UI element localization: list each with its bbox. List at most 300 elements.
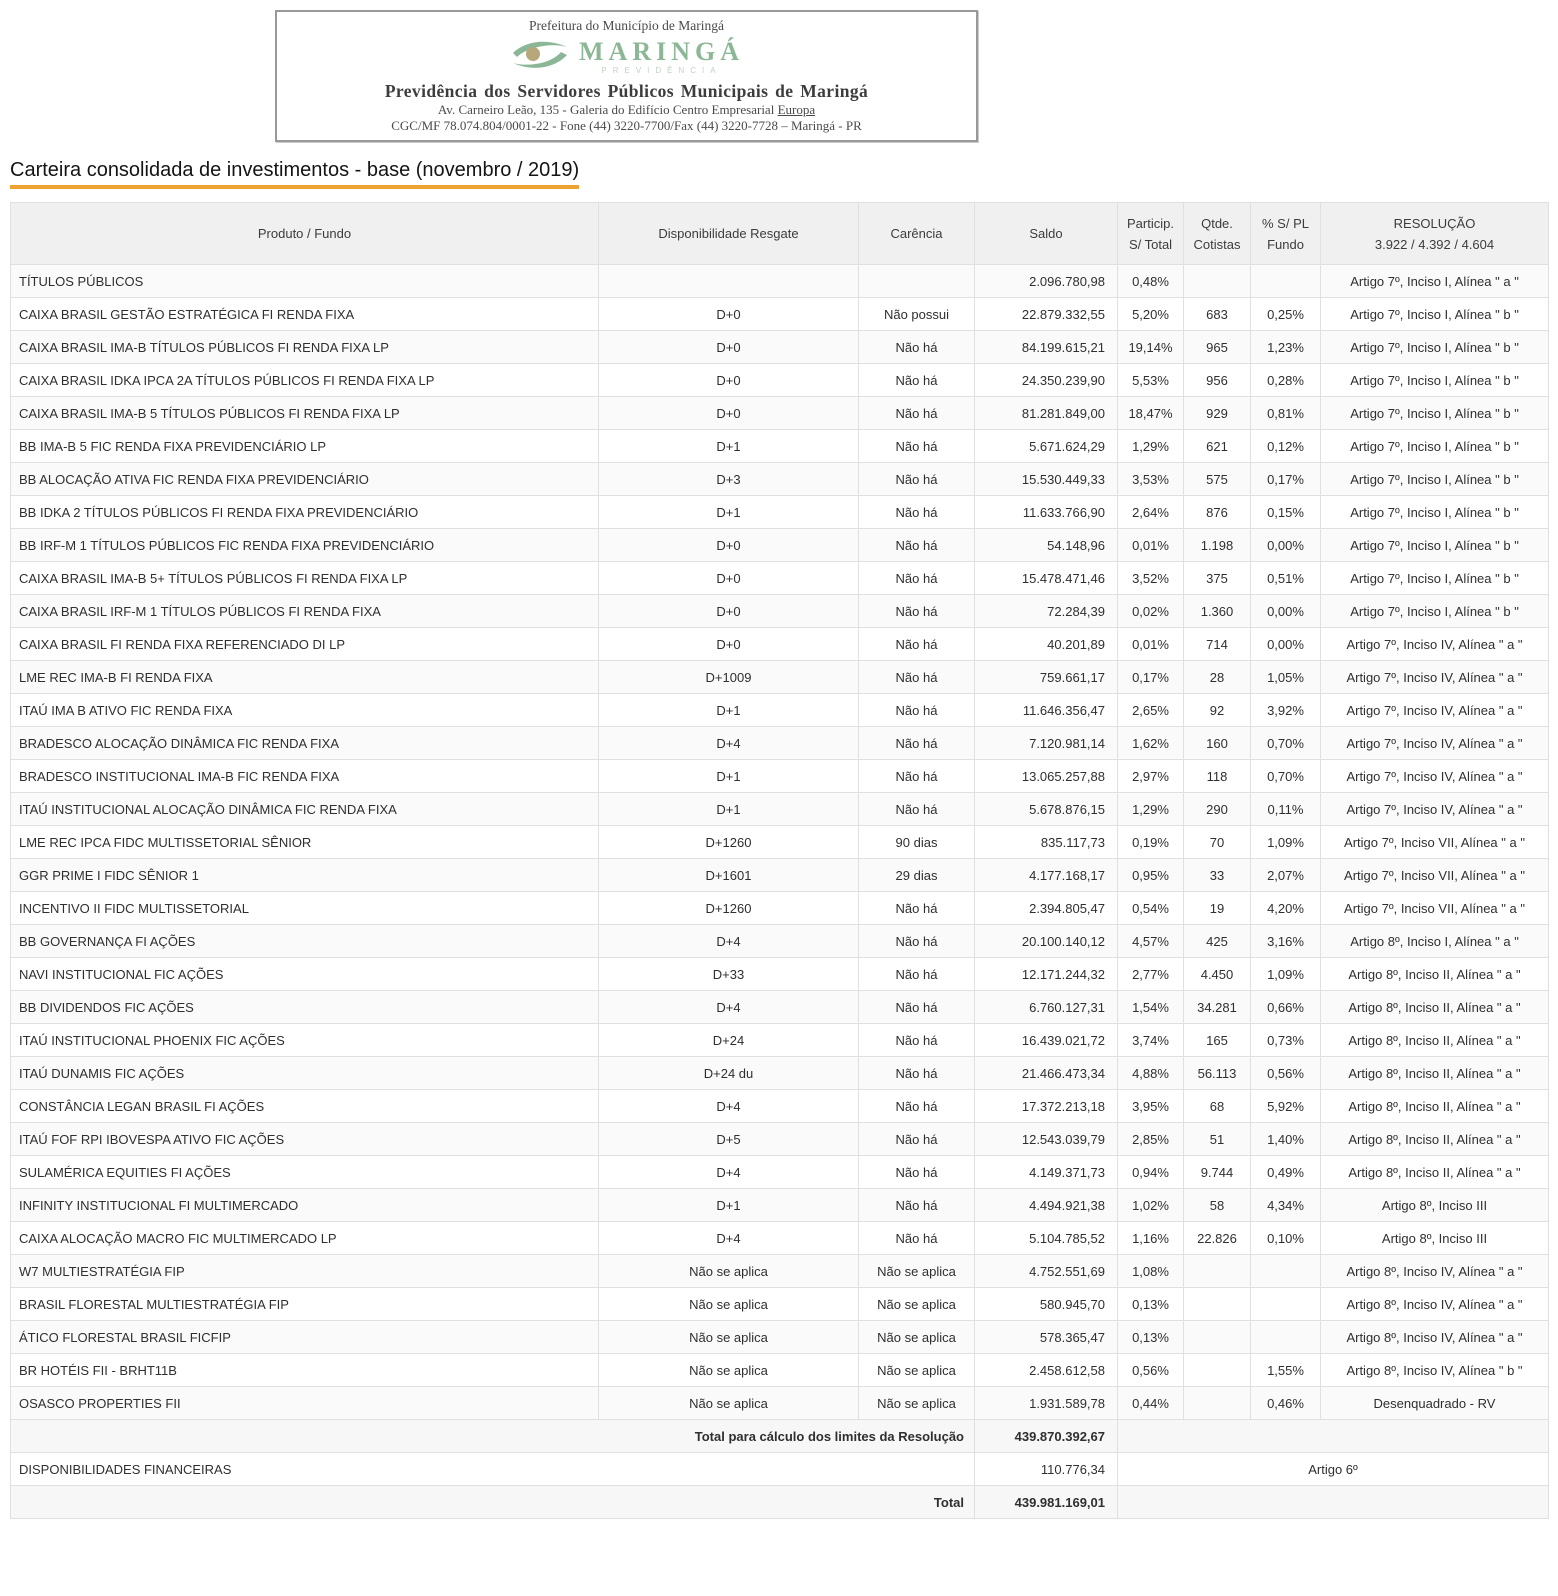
col-header-particip-s-total: Particip. S/ Total xyxy=(1118,203,1184,265)
cell-pl: 3,92% xyxy=(1251,694,1321,727)
cell-saldo: 2.458.612,58 xyxy=(975,1354,1118,1387)
table-row xyxy=(11,430,1549,463)
logo-wordmark xyxy=(579,39,744,75)
cell-produto: BRADESCO ALOCAÇÃO DINÂMICA FIC RENDA FIXA xyxy=(11,727,599,760)
table-row xyxy=(11,1255,1549,1288)
org-address-text: Av. Carneiro Leão, 135 - Galeria do Edifício Centro Empresarial xyxy=(437,102,778,117)
cell-produto: ITAÚ DUNAMIS FIC AÇÕES xyxy=(11,1057,599,1090)
cell-particip: 1,16% xyxy=(1118,1222,1184,1255)
cell-particip: 0,48% xyxy=(1118,265,1184,298)
cell-carencia: Não se aplica xyxy=(859,1321,975,1354)
org-contact-line: CGC/MF 78.074.804/0001-22 - Fone (44) 3220-7700/Fax (44) 3220-7728 – Maringá - PR xyxy=(391,118,862,133)
table-row xyxy=(11,1387,1549,1420)
cell-resgate: Não se aplica xyxy=(599,1288,859,1321)
org-address-underlined: Europa xyxy=(777,102,816,117)
cell-cotistas: 965 xyxy=(1184,331,1251,364)
cell-cotistas: 92 xyxy=(1184,694,1251,727)
table-row xyxy=(11,628,1549,661)
table-row xyxy=(11,397,1549,430)
cell-resgate: D+24 du xyxy=(599,1057,859,1090)
cell-resgate: D+1 xyxy=(599,496,859,529)
cell-particip: 0,56% xyxy=(1118,1354,1184,1387)
cell-resgate: D+24 xyxy=(599,1024,859,1057)
cell-saldo: 2.394.805,47 xyxy=(975,892,1118,925)
cell-carencia: Não há xyxy=(859,595,975,628)
table-row xyxy=(11,826,1549,859)
cell-saldo: 6.760.127,31 xyxy=(975,991,1118,1024)
total-value: 439.981.169,01 xyxy=(975,1486,1118,1519)
maringa-previdencia-logo xyxy=(281,34,972,80)
cell-produto: BRADESCO INSTITUCIONAL IMA-B FIC RENDA FIXA xyxy=(11,760,599,793)
cell-resolucao: Artigo 7º, Inciso I, Alínea " b " xyxy=(1321,595,1549,628)
cell-carencia: Não se aplica xyxy=(859,1387,975,1420)
cell-carencia: 29 dias xyxy=(859,859,975,892)
cell-cotistas: 28 xyxy=(1184,661,1251,694)
cell-resgate: D+1 xyxy=(599,430,859,463)
cell-saldo: 20.100.140,12 xyxy=(975,925,1118,958)
cell-resolucao: Artigo 8º, Inciso III xyxy=(1321,1189,1549,1222)
cell-carencia: Não há xyxy=(859,892,975,925)
logo-title: MARINGÁ xyxy=(579,37,744,66)
footer-empty-cell xyxy=(1118,1420,1549,1453)
cell-pl: 0,73% xyxy=(1251,1024,1321,1057)
table-body xyxy=(11,265,1549,1420)
cell-produto: W7 MULTIESTRATÉGIA FIP xyxy=(11,1255,599,1288)
cell-resolucao: Artigo 8º, Inciso II, Alínea " a " xyxy=(1321,1057,1549,1090)
cell-carencia: Não há xyxy=(859,1024,975,1057)
cell-produto: BRASIL FLORESTAL MULTIESTRATÉGIA FIP xyxy=(11,1288,599,1321)
cell-resolucao: Artigo 8º, Inciso IV, Alínea " a " xyxy=(1321,1255,1549,1288)
cell-resolucao: Artigo 8º, Inciso III xyxy=(1321,1222,1549,1255)
cell-pl: 0,00% xyxy=(1251,628,1321,661)
table-row xyxy=(11,1090,1549,1123)
cell-produto: LME REC IMA-B FI RENDA FIXA xyxy=(11,661,599,694)
cell-saldo: 4.149.371,73 xyxy=(975,1156,1118,1189)
cell-carencia: Não se aplica xyxy=(859,1255,975,1288)
cell-saldo: 11.633.766,90 xyxy=(975,496,1118,529)
cell-saldo: 15.478.471,46 xyxy=(975,562,1118,595)
table-row xyxy=(11,364,1549,397)
cell-resolucao: Artigo 7º, Inciso IV, Alínea " a " xyxy=(1321,661,1549,694)
cell-particip: 0,95% xyxy=(1118,859,1184,892)
cell-particip: 5,53% xyxy=(1118,364,1184,397)
cell-resolucao: Artigo 8º, Inciso IV, Alínea " a " xyxy=(1321,1288,1549,1321)
cell-pl: 0,51% xyxy=(1251,562,1321,595)
cell-carencia: Não há xyxy=(859,991,975,1024)
cell-pl: 0,00% xyxy=(1251,529,1321,562)
cell-carencia: Não possui xyxy=(859,298,975,331)
cell-produto: BB DIVIDENDOS FIC AÇÕES xyxy=(11,991,599,1024)
cell-cotistas xyxy=(1184,1255,1251,1288)
cell-resgate: D+33 xyxy=(599,958,859,991)
cell-saldo: 5.104.785,52 xyxy=(975,1222,1118,1255)
cell-resolucao: Artigo 7º, Inciso IV, Alínea " a " xyxy=(1321,760,1549,793)
cell-carencia: Não há xyxy=(859,1090,975,1123)
cell-particip: 0,01% xyxy=(1118,628,1184,661)
cell-saldo: 4.177.168,17 xyxy=(975,859,1118,892)
cell-cotistas: 1.360 xyxy=(1184,595,1251,628)
cell-resolucao: Artigo 7º, Inciso I, Alínea " b " xyxy=(1321,463,1549,496)
cell-saldo: 7.120.981,14 xyxy=(975,727,1118,760)
cell-resgate: D+1 xyxy=(599,694,859,727)
cell-cotistas xyxy=(1184,1354,1251,1387)
footer-row-limites xyxy=(11,1420,1549,1453)
cell-particip: 0,44% xyxy=(1118,1387,1184,1420)
cell-pl: 4,20% xyxy=(1251,892,1321,925)
cell-resolucao: Artigo 7º, Inciso IV, Alínea " a " xyxy=(1321,694,1549,727)
cell-resolucao: Artigo 7º, Inciso I, Alínea " b " xyxy=(1321,529,1549,562)
cell-saldo: 580.945,70 xyxy=(975,1288,1118,1321)
cell-resgate: D+1 xyxy=(599,760,859,793)
letterhead-municipality: Prefeitura do Município de Maringá xyxy=(529,18,724,33)
cell-resgate: D+0 xyxy=(599,331,859,364)
table-row xyxy=(11,859,1549,892)
table-row xyxy=(11,529,1549,562)
cell-pl: 1,55% xyxy=(1251,1354,1321,1387)
cell-carencia: Não se aplica xyxy=(859,1288,975,1321)
table-row xyxy=(11,463,1549,496)
col-header-pct-s-pl-fundo: % S/ PL Fundo xyxy=(1251,203,1321,265)
table-row xyxy=(11,793,1549,826)
cell-particip: 0,02% xyxy=(1118,595,1184,628)
cell-pl: 3,16% xyxy=(1251,925,1321,958)
cell-saldo: 4.752.551,69 xyxy=(975,1255,1118,1288)
cell-carencia: Não há xyxy=(859,1189,975,1222)
cell-particip: 0,94% xyxy=(1118,1156,1184,1189)
cell-produto: OSASCO PROPERTIES FII xyxy=(11,1387,599,1420)
cell-pl: 0,17% xyxy=(1251,463,1321,496)
cell-particip: 2,64% xyxy=(1118,496,1184,529)
cell-carencia: Não há xyxy=(859,1222,975,1255)
cell-produto: INCENTIVO II FIDC MULTISSETORIAL xyxy=(11,892,599,925)
cell-resgate: D+4 xyxy=(599,1090,859,1123)
cell-resgate: D+5 xyxy=(599,1123,859,1156)
cell-particip: 3,95% xyxy=(1118,1090,1184,1123)
footer-row-total xyxy=(11,1486,1549,1519)
cell-resolucao: Desenquadrado - RV xyxy=(1321,1387,1549,1420)
cell-pl: 0,25% xyxy=(1251,298,1321,331)
cell-cotistas: 34.281 xyxy=(1184,991,1251,1024)
cell-produto: BB IMA-B 5 FIC RENDA FIXA PREVIDENCIÁRIO LP xyxy=(11,430,599,463)
cell-pl: 0,12% xyxy=(1251,430,1321,463)
cell-particip: 4,88% xyxy=(1118,1057,1184,1090)
cell-cotistas: 375 xyxy=(1184,562,1251,595)
cell-produto: ITAÚ FOF RPI IBOVESPA ATIVO FIC AÇÕES xyxy=(11,1123,599,1156)
cell-saldo: 21.466.473,34 xyxy=(975,1057,1118,1090)
cell-resolucao: Artigo 8º, Inciso I, Alínea " a " xyxy=(1321,925,1549,958)
cell-produto: ITAÚ INSTITUCIONAL ALOCAÇÃO DINÂMICA FIC RENDA FIXA xyxy=(11,793,599,826)
cell-resgate: Não se aplica xyxy=(599,1255,859,1288)
cell-pl: 1,05% xyxy=(1251,661,1321,694)
cell-produto: INFINITY INSTITUCIONAL FI MULTIMERCADO xyxy=(11,1189,599,1222)
cell-carencia: Não há xyxy=(859,463,975,496)
page-title: Carteira consolidada de investimentos - base (novembro / 2019) xyxy=(10,159,579,189)
table-footer xyxy=(11,1420,1549,1519)
cell-resgate: D+4 xyxy=(599,1156,859,1189)
cell-carencia: Não há xyxy=(859,1123,975,1156)
cell-resolucao: Artigo 8º, Inciso II, Alínea " a " xyxy=(1321,1090,1549,1123)
cell-pl: 2,07% xyxy=(1251,859,1321,892)
cell-produto: TÍTULOS PÚBLICOS xyxy=(11,265,599,298)
disponibilidades-value: 110.776,34 xyxy=(975,1453,1118,1486)
cell-resgate: D+1 xyxy=(599,793,859,826)
cell-produto: BB IRF-M 1 TÍTULOS PÚBLICOS FIC RENDA FIXA PREVIDENCIÁRIO xyxy=(11,529,599,562)
cell-particip: 0,19% xyxy=(1118,826,1184,859)
col-header-disponibilidade-resgate: Disponibilidade Resgate xyxy=(599,203,859,265)
table-row xyxy=(11,727,1549,760)
cell-cotistas: 165 xyxy=(1184,1024,1251,1057)
cell-saldo: 84.199.615,21 xyxy=(975,331,1118,364)
table-row xyxy=(11,1057,1549,1090)
cell-pl: 0,70% xyxy=(1251,760,1321,793)
cell-carencia: Não há xyxy=(859,1057,975,1090)
cell-resolucao: Artigo 8º, Inciso IV, Alínea " b " xyxy=(1321,1354,1549,1387)
cell-produto: ITAÚ IMA B ATIVO FIC RENDA FIXA xyxy=(11,694,599,727)
cell-pl: 0,15% xyxy=(1251,496,1321,529)
cell-pl: 1,09% xyxy=(1251,826,1321,859)
cell-pl: 1,23% xyxy=(1251,331,1321,364)
cell-particip: 18,47% xyxy=(1118,397,1184,430)
cell-particip: 1,54% xyxy=(1118,991,1184,1024)
cell-cotistas: 1.198 xyxy=(1184,529,1251,562)
cell-resgate: D+3 xyxy=(599,463,859,496)
cell-saldo: 17.372.213,18 xyxy=(975,1090,1118,1123)
footer-empty-cell xyxy=(1118,1486,1549,1519)
cell-pl: 4,34% xyxy=(1251,1189,1321,1222)
cell-cotistas xyxy=(1184,265,1251,298)
cell-carencia xyxy=(859,265,975,298)
cell-cotistas: 683 xyxy=(1184,298,1251,331)
table-row xyxy=(11,1321,1549,1354)
cell-produto: CAIXA BRASIL FI RENDA FIXA REFERENCIADO DI LP xyxy=(11,628,599,661)
cell-resolucao: Artigo 7º, Inciso VII, Alínea " a " xyxy=(1321,892,1549,925)
cell-particip: 3,53% xyxy=(1118,463,1184,496)
cell-resolucao: Artigo 8º, Inciso IV, Alínea " a " xyxy=(1321,1321,1549,1354)
cell-resolucao: Artigo 7º, Inciso I, Alínea " b " xyxy=(1321,430,1549,463)
cell-cotistas xyxy=(1184,1321,1251,1354)
cell-resolucao: Artigo 7º, Inciso I, Alínea " b " xyxy=(1321,331,1549,364)
cell-pl: 0,81% xyxy=(1251,397,1321,430)
cell-carencia: Não há xyxy=(859,1156,975,1189)
table-row xyxy=(11,298,1549,331)
cell-resgate: D+0 xyxy=(599,529,859,562)
cell-particip: 5,20% xyxy=(1118,298,1184,331)
cell-particip: 1,02% xyxy=(1118,1189,1184,1222)
cell-cotistas: 956 xyxy=(1184,364,1251,397)
cell-particip: 4,57% xyxy=(1118,925,1184,958)
cell-cotistas: 56.113 xyxy=(1184,1057,1251,1090)
table-row xyxy=(11,496,1549,529)
cell-resgate: Não se aplica xyxy=(599,1387,859,1420)
cell-particip: 19,14% xyxy=(1118,331,1184,364)
cell-saldo: 54.148,96 xyxy=(975,529,1118,562)
table-row xyxy=(11,892,1549,925)
cell-produto: ITAÚ INSTITUCIONAL PHOENIX FIC AÇÕES xyxy=(11,1024,599,1057)
cell-produto: CAIXA BRASIL IMA-B TÍTULOS PÚBLICOS FI RENDA FIXA LP xyxy=(11,331,599,364)
cell-resgate: D+0 xyxy=(599,364,859,397)
cell-produto: BB GOVERNANÇA FI AÇÕES xyxy=(11,925,599,958)
cell-particip: 1,29% xyxy=(1118,793,1184,826)
cell-saldo: 759.661,17 xyxy=(975,661,1118,694)
cell-saldo: 12.171.244,32 xyxy=(975,958,1118,991)
table-header-row xyxy=(11,203,1549,265)
table-row xyxy=(11,562,1549,595)
cell-produto: NAVI INSTITUCIONAL FIC AÇÕES xyxy=(11,958,599,991)
cell-produto: CAIXA ALOCAÇÃO MACRO FIC MULTIMERCADO LP xyxy=(11,1222,599,1255)
cell-particip: 2,97% xyxy=(1118,760,1184,793)
cell-resolucao: Artigo 8º, Inciso II, Alínea " a " xyxy=(1321,1123,1549,1156)
cell-carencia: Não há xyxy=(859,331,975,364)
cell-carencia: Não há xyxy=(859,430,975,463)
cell-saldo: 81.281.849,00 xyxy=(975,397,1118,430)
cell-produto: SULAMÉRICA EQUITIES FI AÇÕES xyxy=(11,1156,599,1189)
cell-resgate: D+1 xyxy=(599,1189,859,1222)
cell-saldo: 2.096.780,98 xyxy=(975,265,1118,298)
table-row xyxy=(11,958,1549,991)
table-row xyxy=(11,1156,1549,1189)
cell-resgate: D+0 xyxy=(599,397,859,430)
cell-pl: 0,11% xyxy=(1251,793,1321,826)
cell-cotistas: 118 xyxy=(1184,760,1251,793)
cell-carencia: Não há xyxy=(859,925,975,958)
cell-pl: 0,70% xyxy=(1251,727,1321,760)
cell-saldo: 578.365,47 xyxy=(975,1321,1118,1354)
cell-saldo: 4.494.921,38 xyxy=(975,1189,1118,1222)
cell-cotistas: 4.450 xyxy=(1184,958,1251,991)
cell-resolucao: Artigo 7º, Inciso I, Alínea " b " xyxy=(1321,364,1549,397)
cell-particip: 0,01% xyxy=(1118,529,1184,562)
cell-resolucao: Artigo 7º, Inciso I, Alínea " a " xyxy=(1321,265,1549,298)
cell-cotistas: 876 xyxy=(1184,496,1251,529)
cell-resgate: D+0 xyxy=(599,628,859,661)
table-row xyxy=(11,1123,1549,1156)
cell-pl: 0,10% xyxy=(1251,1222,1321,1255)
cell-saldo: 5.671.624,29 xyxy=(975,430,1118,463)
investments-table xyxy=(10,202,1549,1519)
cell-resolucao: Artigo 7º, Inciso I, Alínea " b " xyxy=(1321,496,1549,529)
cell-pl xyxy=(1251,1321,1321,1354)
cell-saldo: 11.646.356,47 xyxy=(975,694,1118,727)
limites-label: Total para cálculo dos limites da Resolução xyxy=(11,1420,975,1453)
cell-resolucao: Artigo 7º, Inciso IV, Alínea " a " xyxy=(1321,727,1549,760)
cell-pl xyxy=(1251,1288,1321,1321)
cell-resgate: D+0 xyxy=(599,562,859,595)
table-row xyxy=(11,1024,1549,1057)
cell-particip: 1,29% xyxy=(1118,430,1184,463)
cell-cotistas: 425 xyxy=(1184,925,1251,958)
cell-carencia: Não há xyxy=(859,496,975,529)
cell-resolucao: Artigo 7º, Inciso I, Alínea " b " xyxy=(1321,298,1549,331)
table-header xyxy=(11,203,1549,265)
cell-carencia: Não se aplica xyxy=(859,1354,975,1387)
col-header-saldo: Saldo xyxy=(975,203,1118,265)
cell-resolucao: Artigo 8º, Inciso II, Alínea " a " xyxy=(1321,1024,1549,1057)
cell-produto: BB ALOCAÇÃO ATIVA FIC RENDA FIXA PREVIDENCIÁRIO xyxy=(11,463,599,496)
table-row xyxy=(11,595,1549,628)
cell-carencia: Não há xyxy=(859,661,975,694)
cell-resgate xyxy=(599,265,859,298)
cell-particip: 3,52% xyxy=(1118,562,1184,595)
cell-cotistas: 68 xyxy=(1184,1090,1251,1123)
cell-saldo: 12.543.039,79 xyxy=(975,1123,1118,1156)
cell-carencia: Não há xyxy=(859,793,975,826)
cell-saldo: 5.678.876,15 xyxy=(975,793,1118,826)
cell-resolucao: Artigo 7º, Inciso IV, Alínea " a " xyxy=(1321,628,1549,661)
cell-produto: ÁTICO FLORESTAL BRASIL FICFIP xyxy=(11,1321,599,1354)
cell-produto: CAIXA BRASIL IMA-B 5+ TÍTULOS PÚBLICOS FI RENDA FIXA LP xyxy=(11,562,599,595)
cell-resolucao: Artigo 7º, Inciso I, Alínea " b " xyxy=(1321,397,1549,430)
cell-saldo: 15.530.449,33 xyxy=(975,463,1118,496)
cell-resolucao: Artigo 7º, Inciso IV, Alínea " a " xyxy=(1321,793,1549,826)
table-row xyxy=(11,760,1549,793)
cell-pl: 1,09% xyxy=(1251,958,1321,991)
cell-cotistas: 19 xyxy=(1184,892,1251,925)
table-row xyxy=(11,925,1549,958)
cell-produto: GGR PRIME I FIDC SÊNIOR 1 xyxy=(11,859,599,892)
cell-particip: 0,17% xyxy=(1118,661,1184,694)
cell-resolucao: Artigo 7º, Inciso I, Alínea " b " xyxy=(1321,562,1549,595)
cell-carencia: Não há xyxy=(859,397,975,430)
cell-resgate: D+1260 xyxy=(599,892,859,925)
col-header-carencia: Carência xyxy=(859,203,975,265)
cell-carencia: Não há xyxy=(859,364,975,397)
cell-pl: 0,46% xyxy=(1251,1387,1321,1420)
cell-produto: CAIXA BRASIL IRF-M 1 TÍTULOS PÚBLICOS FI RENDA FIXA xyxy=(11,595,599,628)
cell-saldo: 13.065.257,88 xyxy=(975,760,1118,793)
cell-saldo: 16.439.021,72 xyxy=(975,1024,1118,1057)
cell-pl: 0,66% xyxy=(1251,991,1321,1024)
cell-produto: CAIXA BRASIL GESTÃO ESTRATÉGICA FI RENDA FIXA xyxy=(11,298,599,331)
limites-value: 439.870.392,67 xyxy=(975,1420,1118,1453)
cell-pl xyxy=(1251,265,1321,298)
cell-cotistas: 33 xyxy=(1184,859,1251,892)
cell-cotistas: 290 xyxy=(1184,793,1251,826)
cell-resgate: Não se aplica xyxy=(599,1321,859,1354)
cell-cotistas xyxy=(1184,1288,1251,1321)
total-label: Total xyxy=(11,1486,975,1519)
cell-produto: BR HOTÉIS FII - BRHT11B xyxy=(11,1354,599,1387)
cell-carencia: Não há xyxy=(859,628,975,661)
table-row xyxy=(11,1189,1549,1222)
cell-produto: BB IDKA 2 TÍTULOS PÚBLICOS FI RENDA FIXA PREVIDENCIÁRIO xyxy=(11,496,599,529)
disponibilidades-resolucao: Artigo 6º xyxy=(1118,1453,1549,1486)
table-row xyxy=(11,1222,1549,1255)
cell-resgate: Não se aplica xyxy=(599,1354,859,1387)
cell-resgate: D+1009 xyxy=(599,661,859,694)
cell-resgate: D+0 xyxy=(599,298,859,331)
table-row xyxy=(11,1288,1549,1321)
cell-particip: 1,62% xyxy=(1118,727,1184,760)
cell-particip: 2,65% xyxy=(1118,694,1184,727)
cell-cotistas: 929 xyxy=(1184,397,1251,430)
table-row xyxy=(11,661,1549,694)
cell-resgate: D+4 xyxy=(599,1222,859,1255)
footer-row-disponibilidades xyxy=(11,1453,1549,1486)
cell-resgate: D+1601 xyxy=(599,859,859,892)
cell-carencia: Não há xyxy=(859,958,975,991)
col-header-produto-fundo: Produto / Fundo xyxy=(11,203,599,265)
cell-cotistas: 621 xyxy=(1184,430,1251,463)
cell-pl: 0,56% xyxy=(1251,1057,1321,1090)
cell-cotistas: 22.826 xyxy=(1184,1222,1251,1255)
cell-saldo: 1.931.589,78 xyxy=(975,1387,1118,1420)
cell-resolucao: Artigo 7º, Inciso VII, Alínea " a " xyxy=(1321,826,1549,859)
table-row xyxy=(11,1354,1549,1387)
disponibilidades-label: DISPONIBILIDADES FINANCEIRAS xyxy=(11,1453,975,1486)
cell-carencia: Não há xyxy=(859,562,975,595)
table-row xyxy=(11,694,1549,727)
cell-particip: 1,08% xyxy=(1118,1255,1184,1288)
